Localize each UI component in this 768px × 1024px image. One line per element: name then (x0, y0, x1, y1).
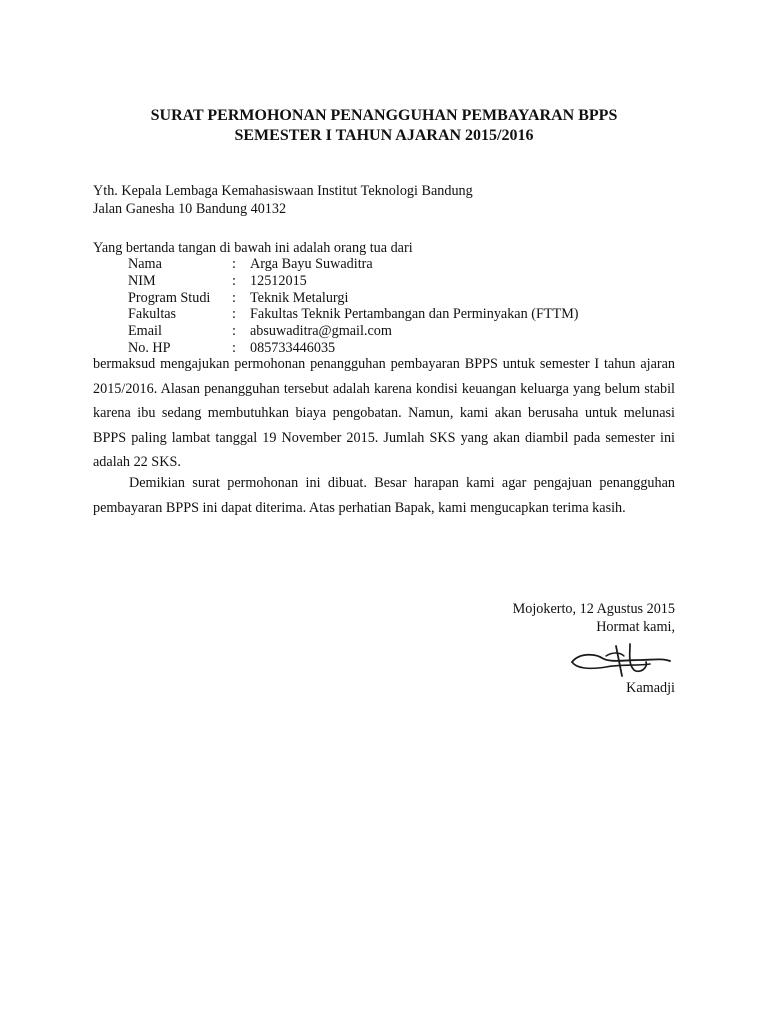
signatory-name: Kamadji (626, 680, 675, 696)
field-value-program-studi: Teknik Metalurgi (250, 290, 349, 306)
field-label-nama: Nama (128, 256, 162, 272)
body-paragraph-2: Demikian surat permohonan ini dibuat. Besar harapan kami agar pengajuan penangguhan pembayaran BPPS ini dapat diterima. Atas perhatian Bapak, kami mengucapkan terima kasih. (93, 475, 675, 516)
field-colon: : (232, 290, 236, 306)
field-value-nim: 12512015 (250, 273, 307, 289)
closing-salutation: Hormat kami, (596, 619, 675, 635)
title-line-2: SEMESTER I TAHUN AJARAN 2015/2016 (234, 127, 534, 144)
field-value-no-hp: 085733446035 (250, 340, 336, 356)
field-value-email: absuwaditra@gmail.com (250, 323, 392, 339)
field-label-fakultas: Fakultas (128, 306, 177, 322)
title-line-1: SURAT PERMOHONAN PENANGGUHAN PEMBAYARAN BPPS (150, 107, 618, 124)
field-colon: : (232, 323, 236, 339)
field-colon: : (232, 306, 236, 322)
letter-title (93, 106, 675, 146)
field-colon: : (232, 340, 236, 356)
recipient-address: Jalan Ganesha 10 Bandung 40132 (93, 201, 287, 217)
field-value-fakultas: Fakultas Teknik Pertambangan dan Perminyakan (FTTM) (250, 306, 579, 322)
field-colon: : (232, 273, 236, 289)
intro-text: Yang bertanda tangan di bawah ini adalah orang tua dari (93, 240, 413, 256)
place-date: Mojokerto, 12 Agustus 2015 (512, 601, 675, 617)
field-colon: : (232, 256, 236, 272)
signature-icon (566, 636, 676, 682)
field-value-nama: Arga Bayu Suwaditra (250, 256, 373, 272)
body-paragraph-1: bermaksud mengajukan permohonan penangguhan pembayaran BPPS untuk semester I tahun ajaran 2015/2016. Alasan penangguhan tersebut adalah karena kondisi keuangan keluarga yang belum stabil karena ibu sedang membutuhkan biaya pengobatan. Namun, kami akan berusaha untuk melunasi BPPS paling lambat tanggal 19 November 2015. Jumlah SKS yang akan diambil pada semester ini adalah 22 SKS. (93, 356, 675, 470)
field-label-email: Email (128, 323, 162, 339)
recipient-line-1: Yth. Kepala Lembaga Kemahasiswaan Institut Teknologi Bandung (93, 183, 473, 199)
field-label-nim: NIM (128, 273, 156, 289)
field-label-program-studi: Program Studi (128, 290, 211, 306)
field-label-no-hp: No. HP (128, 340, 171, 356)
